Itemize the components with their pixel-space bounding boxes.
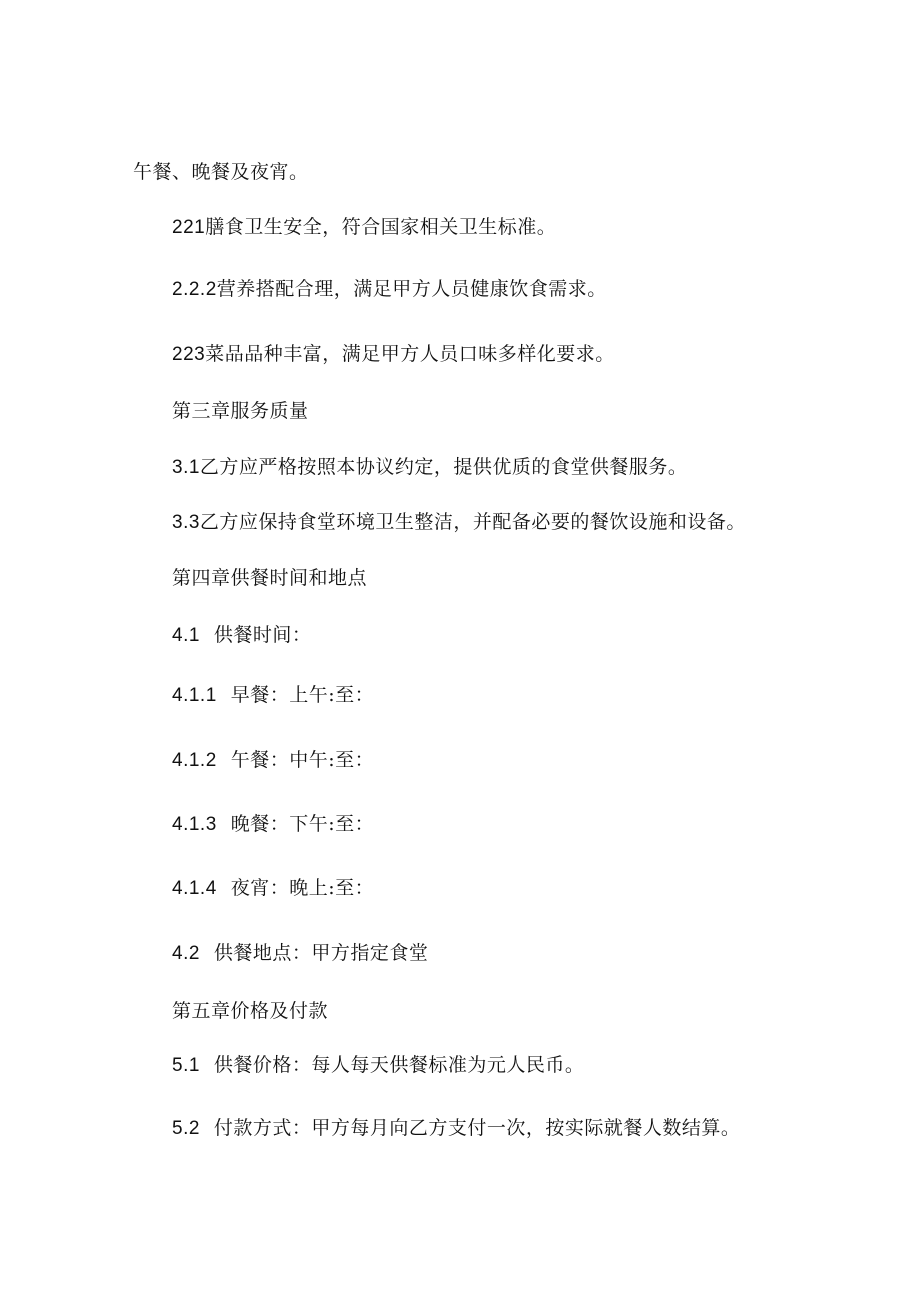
clause-5-2 xyxy=(172,1116,740,1141)
clause-4-1-4 xyxy=(172,876,374,901)
clause-number: 3.1 xyxy=(172,457,200,478)
clause-2-2-2 xyxy=(172,277,607,302)
clause-text: 供餐时间： xyxy=(213,624,312,646)
clause-text: 膳食卫生安全，符合国家相关卫生标准。 xyxy=(205,216,557,238)
clause-4-1-1 xyxy=(172,683,374,708)
clause-number: 4.1.4 xyxy=(172,878,217,899)
clause-number: 2.2.2 xyxy=(172,279,217,300)
clause-text: 早餐：上午:至： xyxy=(230,684,375,706)
clause-number: 4.1.2 xyxy=(172,750,217,771)
clause-number: 221 xyxy=(172,217,206,238)
chapter-title: 第三章服务质量 xyxy=(172,400,309,422)
clause-number: 223 xyxy=(172,344,206,365)
clause-2-2-1 xyxy=(172,215,556,240)
clause-3-1 xyxy=(172,455,687,480)
chapter-title: 第五章价格及付款 xyxy=(172,1000,329,1022)
clause-number: 4.1.3 xyxy=(172,814,217,835)
line-text: 午餐、晚餐及夜宵。 xyxy=(133,161,309,183)
clause-text: 乙方应严格按照本协议约定，提供优质的食堂供餐服务。 xyxy=(199,456,688,478)
clause-number: 5.2 xyxy=(172,1118,200,1139)
clause-text: 付款方式：甲方每月向乙方支付一次，按实际就餐人数结算。 xyxy=(213,1117,741,1139)
continuation-line xyxy=(133,160,309,184)
clause-text: 供餐地点：甲方指定食堂 xyxy=(213,942,429,964)
clause-text: 营养搭配合理，满足甲方人员健康饮食需求。 xyxy=(216,278,607,300)
clause-number: 4.2 xyxy=(172,943,200,964)
clause-number: 4.1.1 xyxy=(172,685,217,706)
clause-text: 乙方应保持食堂环境卫生整洁，并配备必要的餐饮设施和设备。 xyxy=(199,511,746,533)
chapter-title: 第四章供餐时间和地点 xyxy=(172,567,368,589)
chapter-5-heading xyxy=(172,999,328,1023)
clause-text: 供餐价格：每人每天供餐标准为元人民币。 xyxy=(213,1054,585,1076)
clause-text: 午餐：中午:至： xyxy=(230,749,375,771)
clause-text: 晚餐：下午:至： xyxy=(230,813,375,835)
clause-2-2-3 xyxy=(172,342,615,367)
clause-number: 5.1 xyxy=(172,1055,200,1076)
clause-5-1 xyxy=(172,1053,584,1078)
chapter-4-heading xyxy=(172,566,367,590)
clause-4-1 xyxy=(172,623,311,648)
clause-number: 3.3 xyxy=(172,512,200,533)
clause-text: 菜品品种丰富，满足甲方人员口味多样化要求。 xyxy=(205,343,615,365)
clause-4-2 xyxy=(172,941,428,966)
clause-4-1-3 xyxy=(172,812,374,837)
clause-4-1-2 xyxy=(172,748,374,773)
clause-text: 夜宵：晚上:至： xyxy=(230,877,375,899)
clause-3-3 xyxy=(172,510,746,535)
clause-number: 4.1 xyxy=(172,625,200,646)
chapter-3-heading xyxy=(172,399,309,423)
